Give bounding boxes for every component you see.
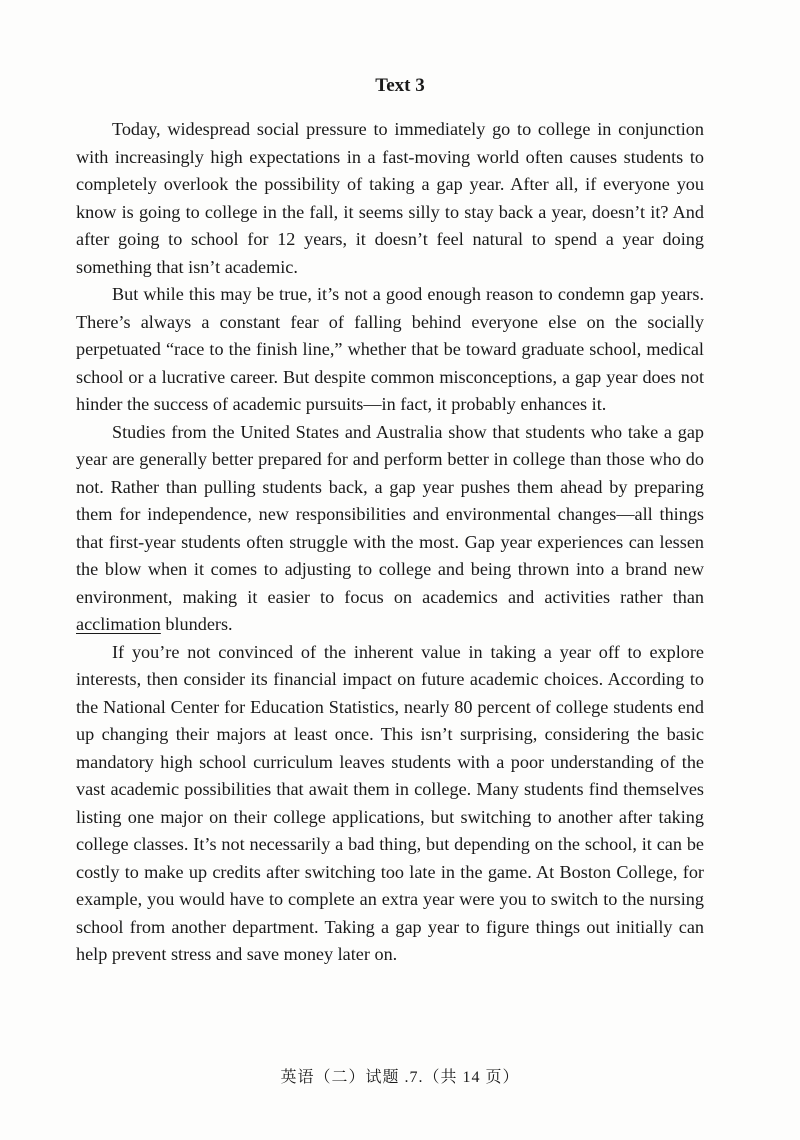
paragraph-3 (76, 419, 704, 639)
paragraph-2: But while this may be true, it’s not a good enough reason to condemn gap years. There’s always a constant fear of falling behind everyone else on the socially perpetuated “race to the finish line,” whether that be toward graduate school, medical school or a lucrative career. But despite common misconceptions, a gap year does not hinder the success of academic pursuits—in fact, it probably enhances it. (76, 284, 704, 414)
underlined-word: acclimation (76, 614, 161, 634)
passage-body (76, 116, 704, 969)
page-footer: 英语（二）试题 .7.（共 14 页） (280, 1069, 520, 1086)
paragraph-3-text-before: Studies from the United States and Australia show that students who take a gap year are generally better prepared for and perform better in college than those who do not. Rather than pulling students back, a gap year pushes them ahead by preparing them for independence, new responsibilities and environmental changes—all things that first-year students often struggle with the most. Gap year experiences can lessen the blow when it comes to adjusting to college and being thrown into a brand new environment, making it easier to focus on academics and activities rather than (76, 421, 704, 607)
paragraph-1: Today, widespread social pressure to immediately go to college in conjunction with increasingly high expectations in a fast-moving world often causes students to completely overlook the possibility of taking a gap year. After all, if everyone you know is going to college in the fall, it seems silly to stay back a year, doesn’t it? And after going to school for 12 years, it doesn’t feel natural to spend a year doing something that isn’t academic. (76, 119, 704, 277)
paragraph-4: If you’re not convinced of the inherent value in taking a year off to explore interests, then consider its financial impact on future academic choices. According to the National Center for Education Statistics, nearly 80 percent of college students end up changing their majors at least once. This isn’t surprising, considering the basic mandatory high school curriculum leaves students with a poor understanding of the vast academic possibilities that await them in college. Many students find themselves listing one major on their college applications, but switching to another after taking college classes. It’s not necessarily a bad thing, but depending on the school, it can be costly to make up credits after switching too late in the game. At Boston College, for example, you would have to complete an extra year were you to switch to the nursing school from another department. Taking a gap year to figure things out initially can help prevent stress and save money later on. (76, 641, 704, 964)
paragraph-3-text-after: blunders. (160, 614, 233, 634)
text-title: Text 3 (375, 75, 425, 96)
